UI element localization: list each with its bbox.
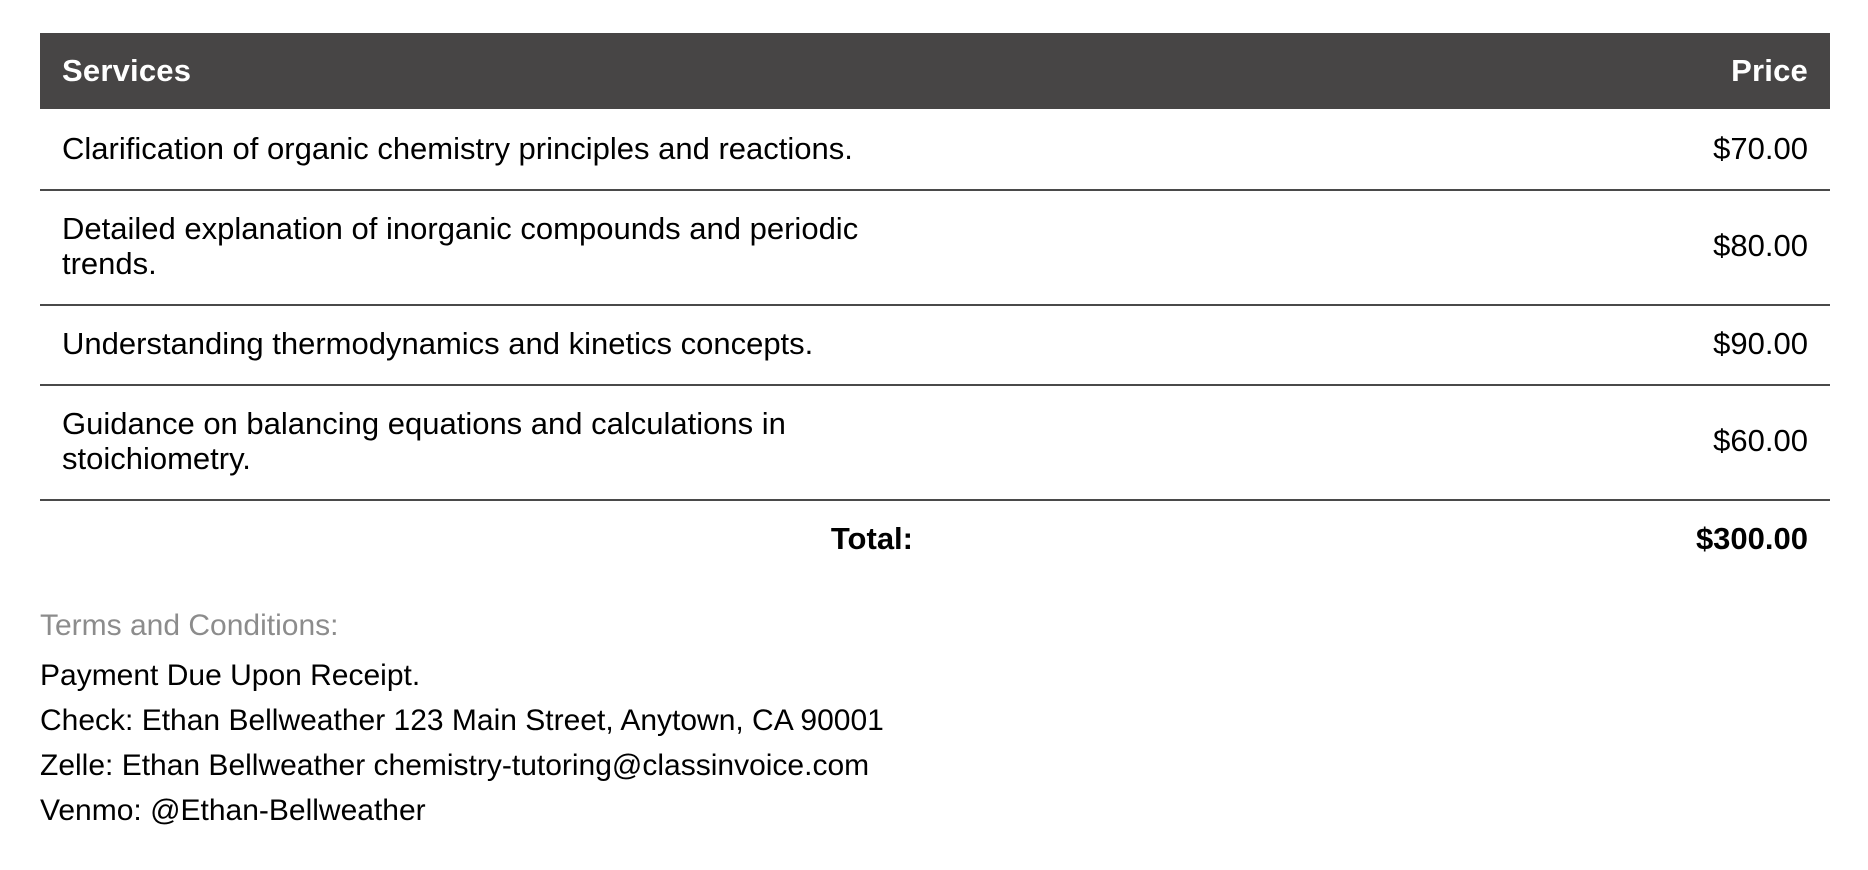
table-body <box>40 109 1830 500</box>
service-description: Understanding thermodynamics and kinetics concepts. <box>40 305 935 385</box>
service-price: $60.00 <box>935 385 1830 500</box>
service-description: Clarification of organic chemistry principles and reactions. <box>40 109 935 190</box>
service-description: Guidance on balancing equations and calculations in stoichiometry. <box>40 385 935 500</box>
total-value: $300.00 <box>1695 520 1808 556</box>
table-row <box>40 109 1830 190</box>
table-header <box>40 33 1830 109</box>
service-price: $80.00 <box>935 190 1830 305</box>
column-header-price: Price <box>935 33 1830 109</box>
table-row <box>40 190 1830 305</box>
service-price: $90.00 <box>935 305 1830 385</box>
table-footer <box>40 500 1830 561</box>
terms-line-zelle: Zelle: Ethan Bellweather chemistry-tutoring@classinvoice.com <box>40 748 870 782</box>
total-row <box>40 500 1830 561</box>
table-row <box>40 305 1830 385</box>
services-table <box>40 33 1830 561</box>
terms-and-conditions <box>40 609 1828 833</box>
column-header-services: Services <box>40 33 935 109</box>
service-description: Detailed explanation of inorganic compounds and periodic trends. <box>40 190 935 305</box>
terms-line-payment: Payment Due Upon Receipt. <box>40 658 421 692</box>
table-row <box>40 385 1830 500</box>
terms-title: Terms and Conditions: <box>40 608 339 642</box>
total-label: Total: <box>830 520 913 556</box>
terms-line-venmo: Venmo: @Ethan-Bellweather <box>40 793 426 827</box>
table-header-row <box>40 33 1830 109</box>
terms-line-check: Check: Ethan Bellweather 123 Main Street, Anytown, CA 90001 <box>40 703 884 737</box>
service-price: $70.00 <box>935 109 1830 190</box>
